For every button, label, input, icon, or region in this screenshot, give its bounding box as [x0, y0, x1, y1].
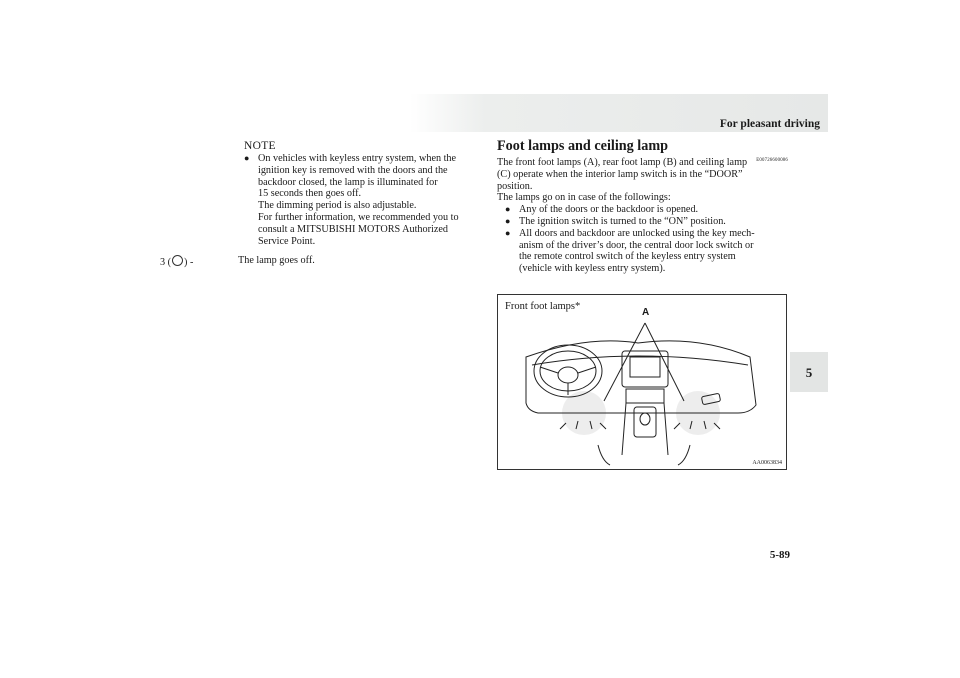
note-text — [258, 153, 459, 247]
note-line: For further information, we recommended you to — [258, 211, 459, 223]
list-item-text — [519, 228, 755, 275]
note-line: On vehicles with keyless entry system, when the — [258, 153, 457, 164]
figure-front-foot-lamps — [497, 294, 787, 470]
note-line: Service Point. — [258, 235, 316, 247]
list-item-line: Any of the doors or the backdoor is opened. — [519, 204, 699, 216]
note-line: 15 seconds then goes off. — [258, 188, 362, 200]
step-label — [160, 255, 238, 269]
figure-caption: Front foot lamps* — [505, 301, 581, 312]
note-heading: NOTE — [244, 140, 276, 152]
para-line: The front foot lamps (A), rear foot lamp (B) and ceiling lamp — [497, 157, 748, 168]
section-body — [497, 157, 788, 275]
bullet-icon: ● — [505, 215, 511, 226]
note-line: The dimming period is also adjustable. — [258, 200, 417, 212]
note-line: ignition key is removed with the doors and the — [258, 164, 448, 176]
section-title: Foot lamps and ceiling lamp — [497, 138, 669, 154]
callout-label-a: A — [642, 307, 650, 318]
intro-text: The lamps go on in case of the followings: — [497, 192, 671, 204]
right-column — [497, 138, 788, 275]
list-item-text — [519, 204, 698, 216]
note-line: backdoor closed, the lamp is illuminated for — [258, 176, 438, 188]
para-line: (C) operate when the interior lamp switch is in the “DOOR” — [497, 168, 743, 180]
list-item-line: The ignition switch is turned to the “ON” position. — [519, 215, 726, 227]
list-item — [505, 228, 788, 275]
running-header: For pleasant driving — [719, 118, 820, 130]
step-text: The lamp goes off. — [238, 255, 315, 266]
bullet-icon: ● — [505, 204, 511, 215]
figure-code: AA0063834 — [752, 460, 782, 466]
page-number: 5-89 — [769, 549, 790, 561]
note-line: consult a MITSUBISHI MOTORS Authorized — [258, 223, 448, 235]
step-suffix: ) - — [184, 257, 194, 268]
list-item-line: anism of the driver’s door, the central door lock switch or — [519, 239, 754, 251]
list-item-line: the remote control switch of the keyless entry system — [519, 251, 736, 263]
bullet-icon: ● — [244, 153, 250, 163]
list-item-text — [519, 216, 726, 228]
list-item-line: All doors and backdoor are unlocked using the key mech- — [519, 227, 755, 239]
step-number: 3 ( — [160, 257, 172, 268]
off-position-icon — [172, 255, 183, 266]
bullet-icon: ● — [505, 227, 511, 238]
dashboard-illustration — [498, 295, 786, 469]
list-item — [505, 216, 788, 228]
list-item — [505, 204, 788, 216]
section-code: E00726600086 — [756, 158, 788, 163]
para-line: position. — [497, 180, 533, 192]
step-row — [160, 255, 480, 269]
list-item-line: (vehicle with keyless entry system). — [519, 263, 666, 275]
chapter-tab: 5 — [790, 352, 828, 392]
